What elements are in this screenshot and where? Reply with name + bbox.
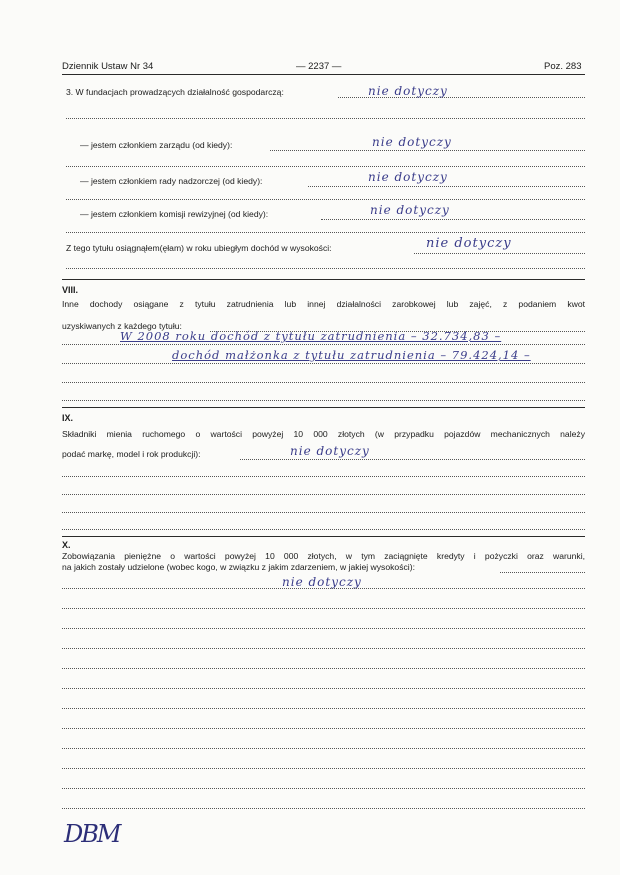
dotted-line	[62, 728, 585, 729]
section-ix-line1: Składniki mienia ruchomego o wartości powyżej 10 000 złotych (w przypadku pojazdów mechanicznych należy	[62, 429, 585, 439]
dotted-line	[62, 808, 585, 809]
section-ix-answer: nie dotyczy	[290, 444, 370, 458]
item3-answer: nie dotyczy	[368, 84, 448, 98]
dotted-line	[62, 628, 585, 629]
income-answer: nie dotyczy	[426, 236, 512, 251]
dotted-line	[66, 268, 585, 269]
section-x-numeral: X.	[62, 540, 71, 550]
dotted-line	[62, 400, 585, 401]
signature-initials: DBM	[64, 820, 120, 848]
dotted-line	[500, 572, 585, 573]
audit-label: — jestem członkiem komisji rewizyjnej (od kiedy):	[80, 209, 269, 219]
dotted-line	[66, 199, 585, 200]
audit-answer: nie dotyczy	[370, 203, 450, 217]
dotted-line	[62, 788, 585, 789]
section-viii-numeral: VIII.	[62, 285, 79, 295]
section-ix-line2: podać markę, model i rok produkcji):	[62, 449, 201, 459]
item3-label: 3. W fundacjach prowadzących działalność gospodarczą:	[66, 87, 284, 97]
board-label: — jestem członkiem zarządu (od kiedy):	[80, 140, 233, 150]
supervisory-label: — jestem członkiem rady nadzorczej (od kiedy):	[80, 176, 263, 186]
dotted-line	[62, 768, 585, 769]
dotted-line	[414, 253, 585, 254]
section-rule	[62, 279, 585, 280]
dotted-line	[62, 344, 585, 345]
dotted-line	[62, 494, 585, 495]
position-number: Poz. 283	[544, 61, 582, 72]
section-x-line1: Zobowiązania pieniężne o wartości powyżej 10 000 złotych, w tym zaciągnięte kredyty i pożyczki oraz warunki,	[62, 551, 585, 561]
section-viii-answer1: W 2008 roku dochód z tytułu zatrudnienia – 32.734,83 –	[120, 329, 502, 343]
dotted-line	[62, 529, 585, 530]
dotted-line	[62, 476, 585, 477]
dotted-line	[62, 512, 585, 513]
dotted-line	[62, 382, 585, 383]
section-x-answer: nie dotyczy	[282, 575, 362, 589]
dotted-line	[62, 363, 585, 364]
dotted-line	[321, 219, 585, 220]
header-rule	[62, 74, 585, 75]
dotted-line	[62, 688, 585, 689]
page-number: — 2237 —	[296, 61, 342, 72]
supervisory-answer: nie dotyczy	[368, 170, 448, 184]
journal-title: Dziennik Ustaw Nr 34	[62, 61, 154, 72]
section-ix-numeral: IX.	[62, 413, 74, 423]
section-rule	[62, 536, 585, 537]
board-answer: nie dotyczy	[372, 135, 452, 149]
dotted-line	[62, 708, 585, 709]
dotted-line	[66, 166, 585, 167]
dotted-line	[62, 608, 585, 609]
dotted-line	[62, 648, 585, 649]
section-rule	[62, 407, 585, 408]
dotted-line	[66, 232, 585, 233]
section-viii-line2: uzyskiwanych z każdego tytułu:	[62, 321, 182, 331]
dotted-line	[62, 588, 585, 589]
dotted-line	[308, 186, 585, 187]
section-x-line2: na jakich zostały udzielone (wobec kogo, w związku z jakim zdarzeniem, w jakiej wysokości):	[62, 562, 415, 572]
dotted-line	[66, 118, 585, 119]
dotted-line	[240, 459, 585, 460]
section-viii-line1: Inne dochody osiągane z tytułu zatrudnienia lub innej działalności zarobkowej lub zajęć, z podaniem kwot	[62, 299, 585, 309]
dotted-line	[62, 748, 585, 749]
section-viii-answer2: dochód małżonka z tytułu zatrudnienia – 79.424,14 –	[172, 348, 531, 362]
dotted-line	[62, 668, 585, 669]
dotted-line	[270, 150, 585, 151]
income-label: Z tego tytułu osiągnąłem(ęłam) w roku ubiegłym dochód w wysokości:	[66, 243, 332, 253]
